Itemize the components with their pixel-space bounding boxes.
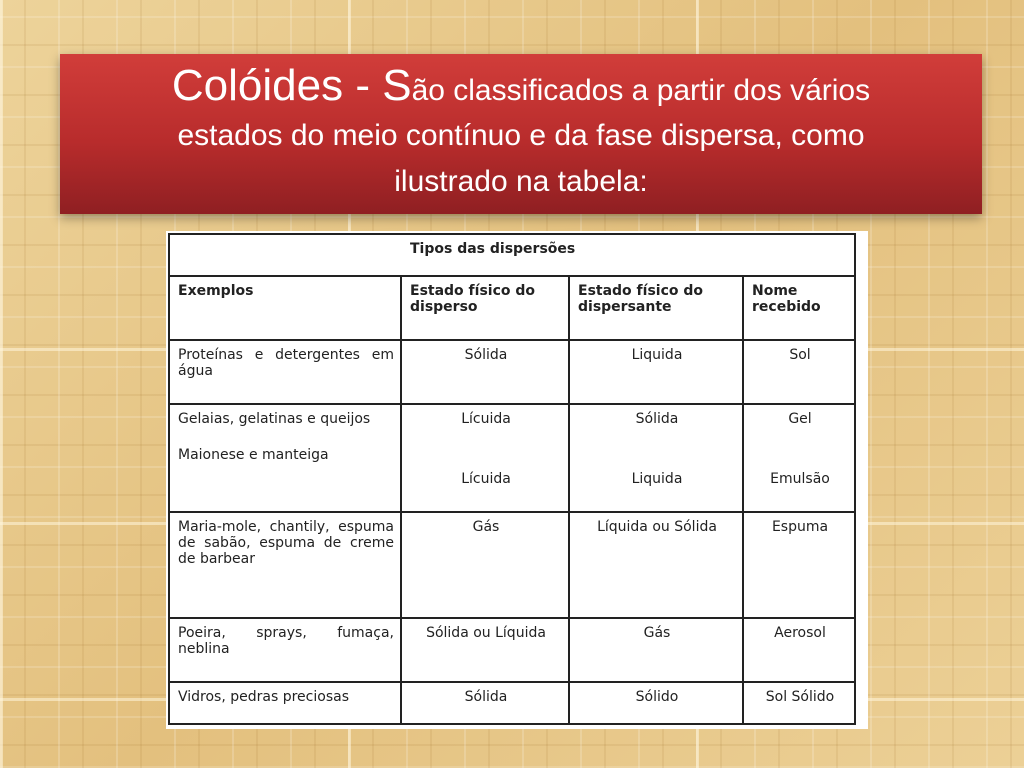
table-cell: Sólida <box>401 340 569 404</box>
table-cell: Gás <box>401 512 569 618</box>
background-line <box>0 0 3 768</box>
table-cell: Lícuida <box>461 471 511 487</box>
column-header: Estado físico do disperso <box>401 276 569 340</box>
table-cell: Sólido <box>569 682 743 724</box>
table-cell: Sólida <box>635 411 679 427</box>
table-cell: Liquida <box>569 340 743 404</box>
dispersion-table-image <box>166 231 868 729</box>
table-cell: Sólida <box>401 682 569 724</box>
table-cell: Aerosol <box>743 618 855 682</box>
cell-spacer <box>578 427 736 471</box>
table-header-row <box>169 276 855 340</box>
table-cell: Espuma <box>743 512 855 618</box>
column-header: Estado físico do dispersante <box>569 276 743 340</box>
slide-title-line2: estados do meio contínuo e da fase dispersa, como <box>177 119 865 152</box>
table-cell: Lícuida <box>461 411 511 427</box>
table-cell: Sol <box>743 340 855 404</box>
table-cell: Maria-mole, chantily, espuma de sabão, espuma de creme de barbear <box>169 512 401 618</box>
table-row <box>169 512 855 618</box>
title-banner <box>60 54 982 214</box>
table-cell: Gelaias, gelatinas e queijos <box>178 411 371 427</box>
table-cell-group <box>569 404 743 512</box>
table-cell: Sol Sólido <box>743 682 855 724</box>
table-cell: Liquida <box>631 471 683 487</box>
table-caption: Tipos das dispersões <box>169 234 855 276</box>
table-cell-group <box>169 404 401 512</box>
table-cell: Proteínas e detergentes em água <box>169 340 401 404</box>
table-cell: Gás <box>569 618 743 682</box>
table-cell: Emulsão <box>770 471 830 487</box>
table-row <box>169 340 855 404</box>
title-line1-rest: ão classificados a partir dos vários <box>411 74 871 107</box>
table-cell: Líquida ou Sólida <box>569 512 743 618</box>
column-header: Exemplos <box>169 276 401 340</box>
table-cell: Vidros, pedras preciosas <box>169 682 401 724</box>
table-cell: Gel <box>788 411 812 427</box>
table-cell: Maionese e manteiga <box>178 447 329 463</box>
cell-spacer <box>410 427 562 471</box>
table-row <box>169 618 855 682</box>
slide-title-line1 <box>60 61 982 113</box>
table-cell-group <box>743 404 855 512</box>
dispersion-table <box>168 233 856 725</box>
column-header: Nome recebido <box>743 276 855 340</box>
table-row <box>169 404 855 512</box>
slide-title-line3: ilustrado na tabela: <box>394 165 648 198</box>
title-prefix: Colóides - S <box>171 61 412 110</box>
cell-spacer <box>178 427 394 447</box>
table-cell: Sólida ou Líquida <box>401 618 569 682</box>
table-cell: Poeira, sprays, fumaça, neblina <box>169 618 401 682</box>
table-cell-group <box>401 404 569 512</box>
table-row <box>169 682 855 724</box>
cell-spacer <box>752 427 848 471</box>
